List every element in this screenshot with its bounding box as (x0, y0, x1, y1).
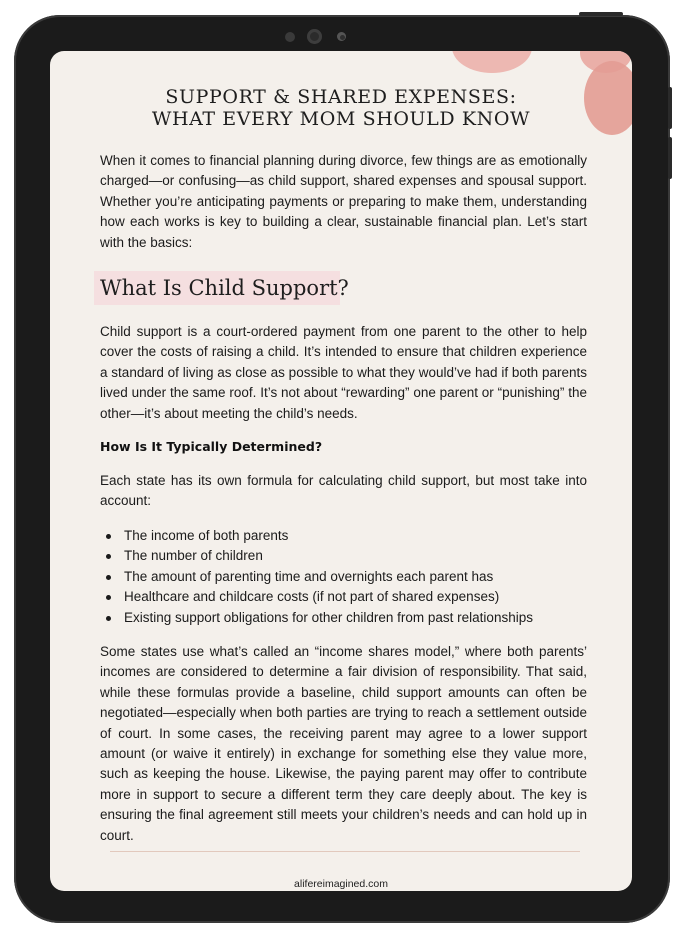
list-item: The number of children (100, 546, 533, 566)
intro-paragraph: When it comes to financial planning during divorce, few things are as emotionally charged—or confusing—as child support, shared expenses and spousal support. Whether you’re anticipating payments or preparing to make them, understanding how each works is key to building a clear, sustainable financial plan. Let’s start with the basics: (100, 153, 587, 250)
list-item: The income of both parents (100, 526, 533, 546)
subheading: How Is It Typically Determined? (100, 439, 323, 454)
list-item: Healthcare and childcare costs (if not part of shared expenses) (100, 587, 533, 607)
camera-lens (307, 29, 322, 44)
section-heading: What Is Child Support? (100, 276, 349, 300)
light-sensor (337, 32, 346, 41)
footer-url[interactable]: alifereimagined.com (294, 878, 388, 890)
document-page (50, 51, 632, 891)
list-item: Existing support obligations for other children from past relationships (100, 608, 533, 628)
volume-button (668, 87, 672, 129)
closing-paragraph: Some states use what’s called an “income shares model,” where both parents’ incomes are considered to determine a fair division of responsibility. That said, while these formulas provide a baseline, child support amounts can often be negotiated—especially when both parties are trying to reach a settlement outside of court. In some cases, the receiving parent may agree to a lower support amount (or waive it entirely) in exchange for something else they value more, such as keeping the house. Likewise, the paying parent may offer to contribute more in support to secure a different term they care deeply about. The key is ensuring the final agreement still meets your children’s needs and can hold up in court. (100, 644, 587, 843)
power-button (668, 137, 672, 179)
leaf-decoration (452, 51, 532, 73)
document-title (50, 86, 632, 130)
top-button (579, 12, 623, 16)
divider (110, 851, 580, 852)
tablet-frame (14, 15, 670, 923)
list-item: The amount of parenting time and overnights each parent has (100, 567, 533, 587)
factors-list (100, 526, 533, 628)
title-line: WHAT EVERY MOM SHOULD KNOW (151, 108, 531, 130)
title-line: SUPPORT & SHARED EXPENSES: (165, 86, 517, 108)
factors-intro: Each state has its own formula for calculating child support, but most take into account: (100, 473, 587, 509)
sensor-dot (285, 32, 295, 42)
section-paragraph: Child support is a court-ordered payment from one parent to the other to help cover the costs of raising a child. It’s intended to ensure that children experience a standard of living as close as possible to what they would’ve had if both parents lived under the same roof. It’s not about “rewarding” one parent or “punishing” the other—it’s about meeting the child’s needs. (100, 324, 587, 421)
